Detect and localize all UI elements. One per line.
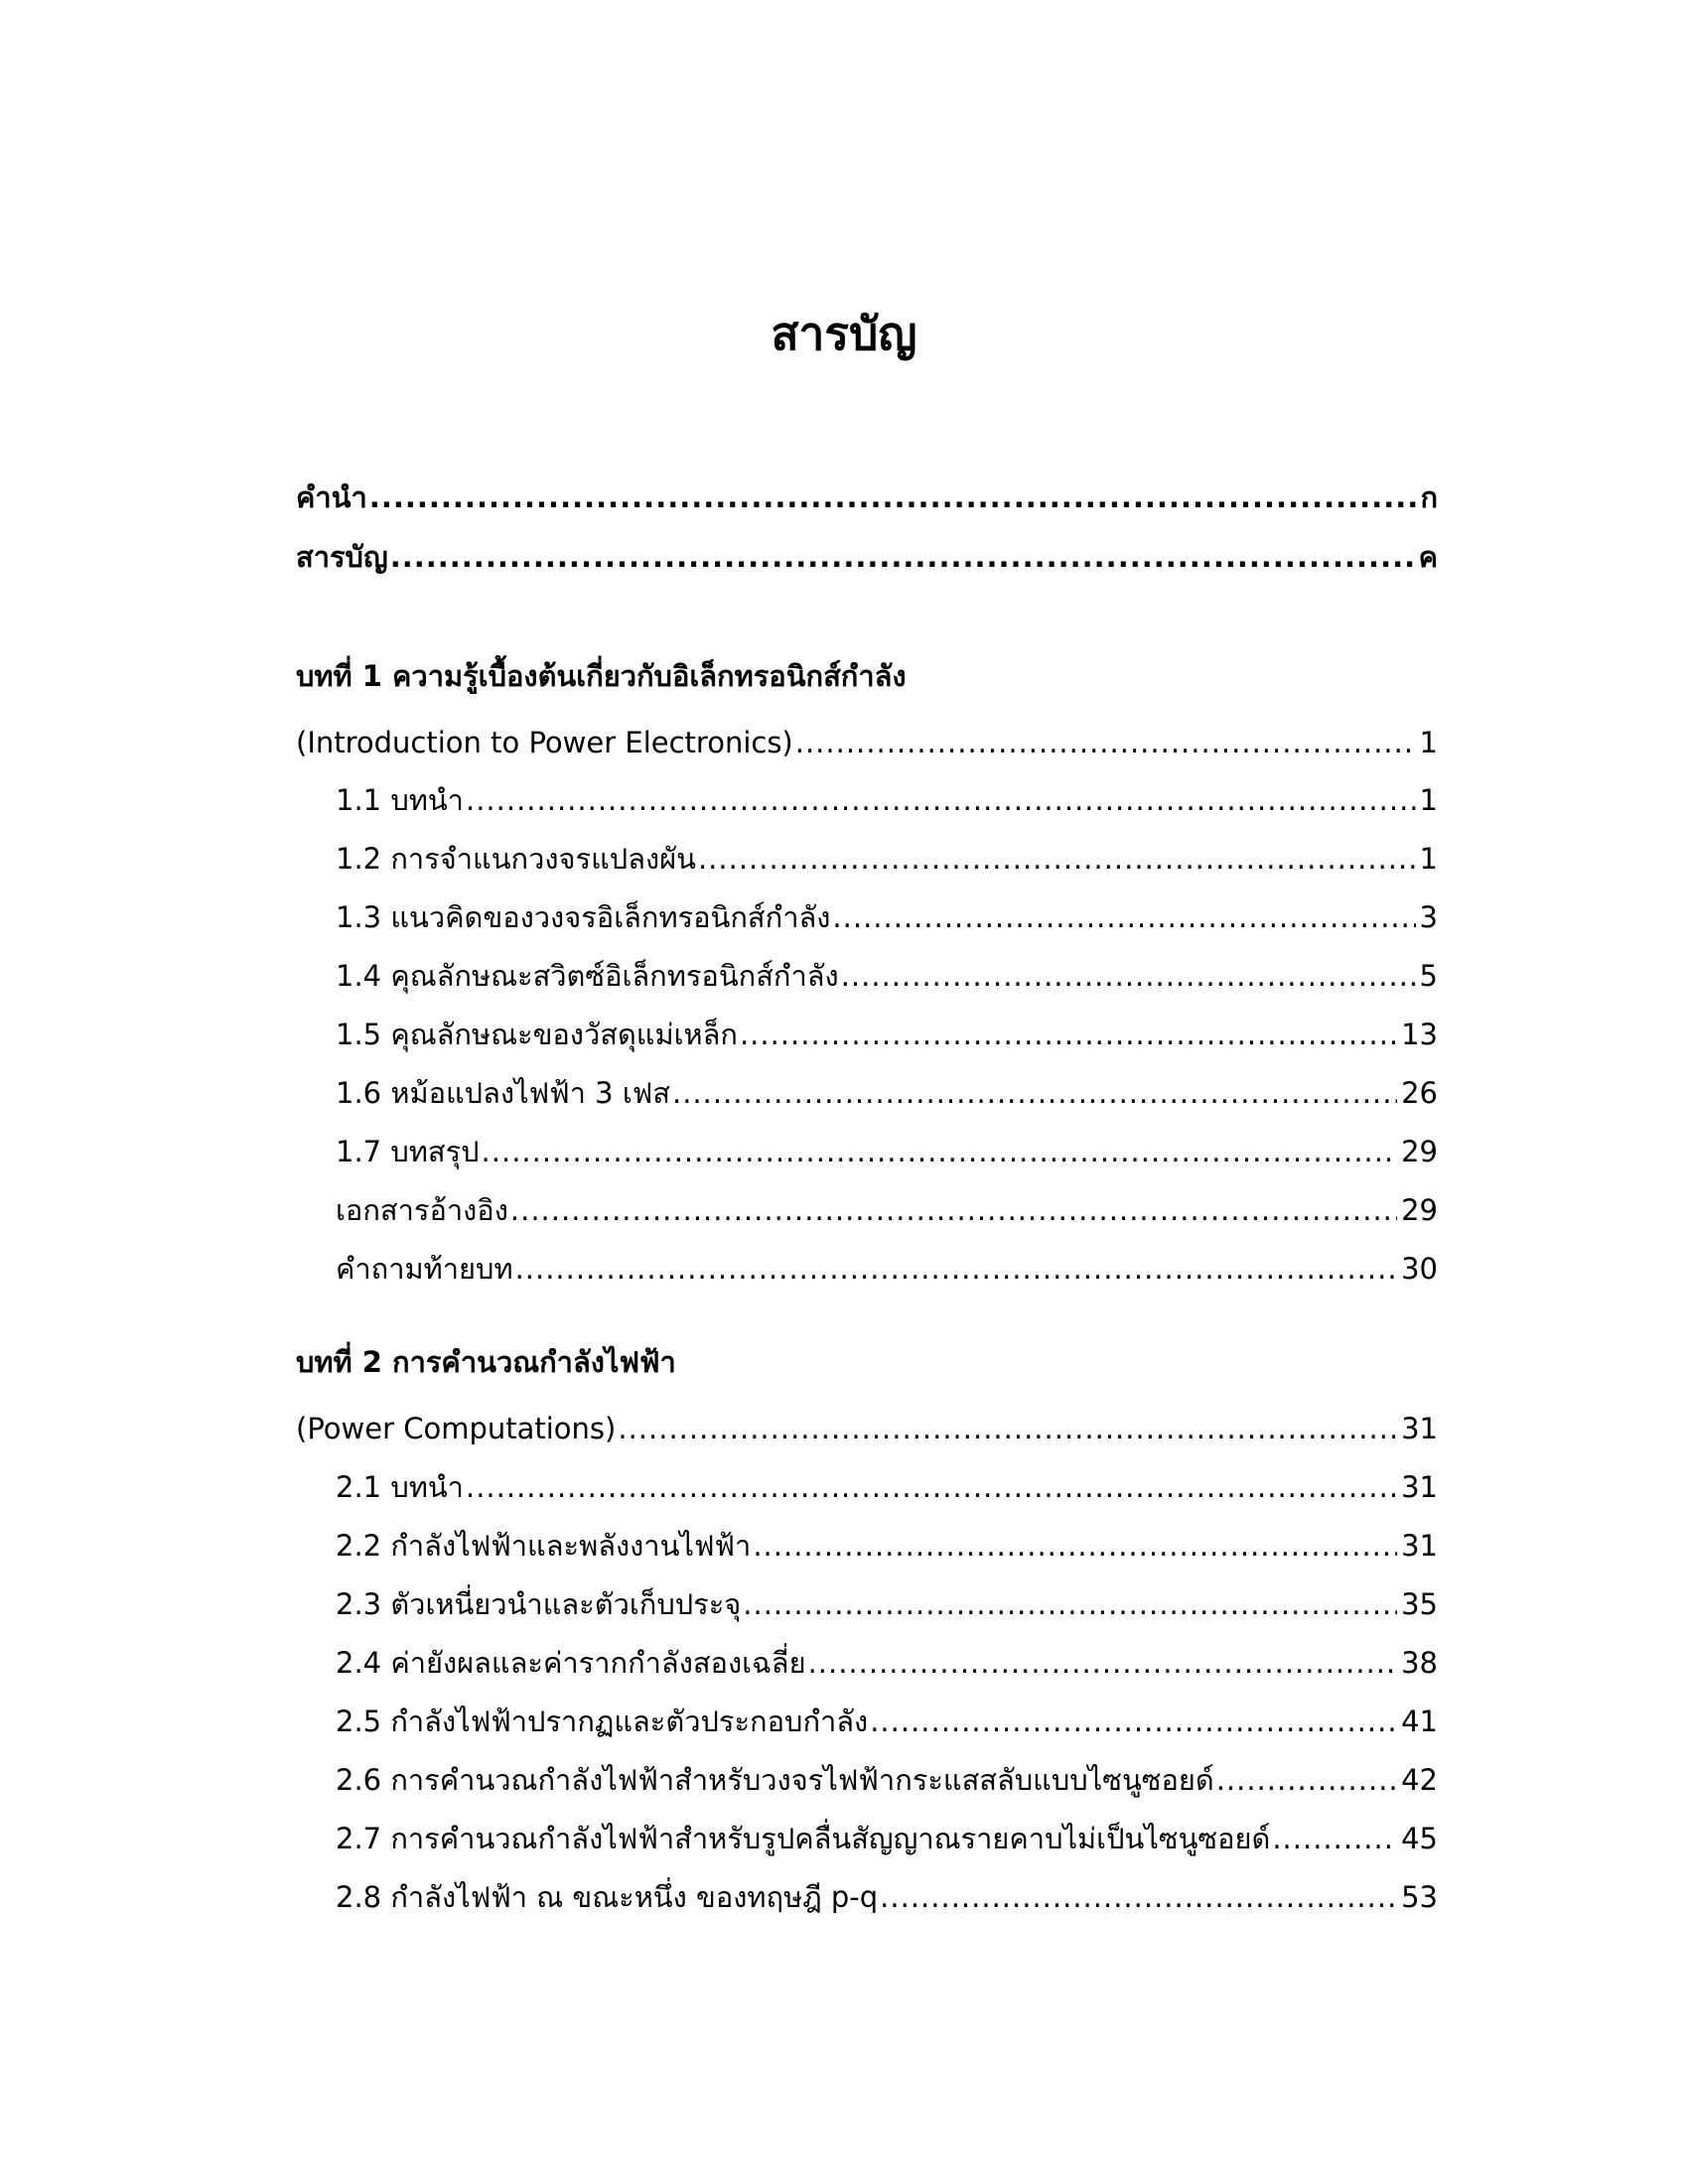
chapter-heading-2: บทที่ 2 การคำนวณกำลังไฟฟ้า — [296, 1345, 676, 1379]
chapter-heading-1: บทที่ 1 ความรู้เบื้องต้นเกี่ยวกับอิเล็กทรอนิกส์กำลัง — [296, 659, 907, 693]
toc-page-number: 29 — [1401, 1193, 1438, 1227]
toc-entry — [296, 1461, 1438, 1513]
chapter-subtitle-1 — [296, 717, 1438, 768]
toc-page-number: 35 — [1401, 1587, 1438, 1621]
dot-leader — [618, 1403, 1397, 1454]
toc-entry — [296, 891, 1438, 943]
toc-page-number: 1 — [1419, 726, 1438, 759]
toc-page-number: 31 — [1401, 1470, 1438, 1504]
dot-leader — [743, 1578, 1397, 1630]
dot-leader — [698, 833, 1416, 885]
toc-entry-title: 1.5 คุณลักษณะของวัสดุแม่เหล็ก — [336, 1018, 738, 1051]
toc-entry-title: 2.4 ค่ายังผลและค่ารากกำลังสองเฉลี่ย — [336, 1646, 806, 1680]
toc-entry-title: สารบัญ — [296, 540, 388, 574]
toc-page-number: 38 — [1401, 1646, 1438, 1680]
dot-leader — [832, 891, 1415, 943]
dot-leader — [841, 950, 1416, 1002]
dot-leader — [466, 1461, 1397, 1513]
toc-entry-title: (Introduction to Power Electronics) — [296, 726, 793, 759]
toc-entry-title: 2.3 ตัวเหนี่ยวนำและตัวเก็บประจุ — [336, 1587, 742, 1621]
toc-entry — [296, 1637, 1438, 1689]
dot-leader — [795, 717, 1416, 768]
chapter-subtitle-2 — [296, 1403, 1438, 1454]
toc-entry — [296, 1696, 1438, 1747]
toc-entry-title: 2.6 การคำนวณกำลังไฟฟ้าสำหรับวงจรไฟฟ้ากระแสสลับแบบไซนูซอยด์ — [336, 1763, 1214, 1797]
dot-leader — [466, 774, 1416, 826]
toc-page-number: ค — [1418, 540, 1438, 574]
dot-leader — [672, 1067, 1397, 1119]
toc-entry — [296, 1813, 1438, 1864]
page-title: สารบัญ — [771, 307, 917, 360]
toc-entry — [296, 1243, 1438, 1295]
toc-entry-title: 2.1 บทนำ — [336, 1470, 464, 1504]
toc-page-number: 42 — [1401, 1763, 1438, 1797]
toc-entry-title: 2.7 การคำนวณกำลังไฟฟ้าสำหรับรูปคลื่นสัญญาณรายคาบไม่เป็นไซนูซอยด์ — [336, 1822, 1271, 1855]
toc-entry-title: เอกสารอ้างอิง — [336, 1193, 508, 1227]
toc-entry-title: 1.3 แนวคิดของวงจรอิเล็กทรอนิกส์กำลัง — [336, 900, 831, 934]
dot-leader — [870, 1696, 1397, 1747]
toc-entry — [296, 1184, 1438, 1236]
toc-page-number: 31 — [1401, 1412, 1438, 1445]
toc-page-number: 30 — [1401, 1252, 1438, 1286]
toc-page-number: 13 — [1401, 1018, 1438, 1051]
toc-entry-title: 2.8 กำลังไฟฟ้า ณ ขณะหนึ่ง ของทฤษฎี p-q — [336, 1880, 879, 1914]
dot-leader — [369, 472, 1417, 523]
toc-entry-title: 1.7 บทสรุป — [336, 1135, 480, 1168]
toc-entry-contents — [296, 531, 1438, 583]
dot-leader — [510, 1184, 1397, 1236]
dot-leader — [1272, 1813, 1397, 1864]
dot-leader — [482, 1126, 1398, 1177]
dot-leader — [1216, 1754, 1397, 1806]
toc-entry — [296, 1067, 1438, 1119]
dot-leader — [880, 1871, 1397, 1923]
toc-entry-title: คำถามท้ายบท — [336, 1252, 513, 1286]
toc-page-number: 5 — [1419, 959, 1438, 993]
toc-entry — [296, 1578, 1438, 1630]
toc-page-number: 31 — [1401, 1529, 1438, 1563]
toc-entry-title: 1.1 บทนำ — [336, 783, 464, 817]
toc-entry — [296, 1871, 1438, 1923]
toc-page-number: 45 — [1401, 1822, 1438, 1855]
dot-leader — [753, 1520, 1397, 1571]
toc-entry — [296, 1520, 1438, 1571]
dot-leader — [808, 1637, 1398, 1689]
toc-page-number: 41 — [1401, 1705, 1438, 1738]
toc-entry-title: 2.2 กำลังไฟฟ้าและพลังงานไฟฟ้า — [336, 1529, 752, 1563]
toc-entry-preface — [296, 472, 1438, 523]
toc-entry-title: 1.4 คุณลักษณะสวิตซ์อิเล็กทรอนิกส์กำลัง — [336, 959, 839, 993]
dot-leader — [740, 1009, 1397, 1060]
toc-entry — [296, 950, 1438, 1002]
toc-page-number: 1 — [1419, 842, 1438, 876]
toc-entry — [296, 1009, 1438, 1060]
toc-entry — [296, 1754, 1438, 1806]
dot-leader — [515, 1243, 1398, 1295]
toc-entry-title: คำนำ — [296, 480, 367, 514]
dot-leader — [390, 531, 1415, 583]
toc-entry — [296, 774, 1438, 826]
toc-page-number: ก — [1420, 480, 1438, 514]
toc-entry-title: 2.5 กำลังไฟฟ้าปรากฏและตัวประกอบกำลัง — [336, 1705, 869, 1738]
toc-entry — [296, 833, 1438, 885]
toc-page-number: 1 — [1419, 783, 1438, 817]
toc-page-number: 53 — [1401, 1880, 1438, 1914]
toc-entry — [296, 1126, 1438, 1177]
toc-entry-title: 1.2 การจำแนกวงจรแปลงผัน — [336, 842, 696, 876]
toc-page-number: 3 — [1419, 900, 1438, 934]
toc-page-number: 29 — [1401, 1135, 1438, 1168]
toc-page-number: 26 — [1401, 1076, 1438, 1110]
toc-entry-title: 1.6 หม้อแปลงไฟฟ้า 3 เฟส — [336, 1076, 670, 1110]
toc-entry-title: (Power Computations) — [296, 1412, 617, 1445]
